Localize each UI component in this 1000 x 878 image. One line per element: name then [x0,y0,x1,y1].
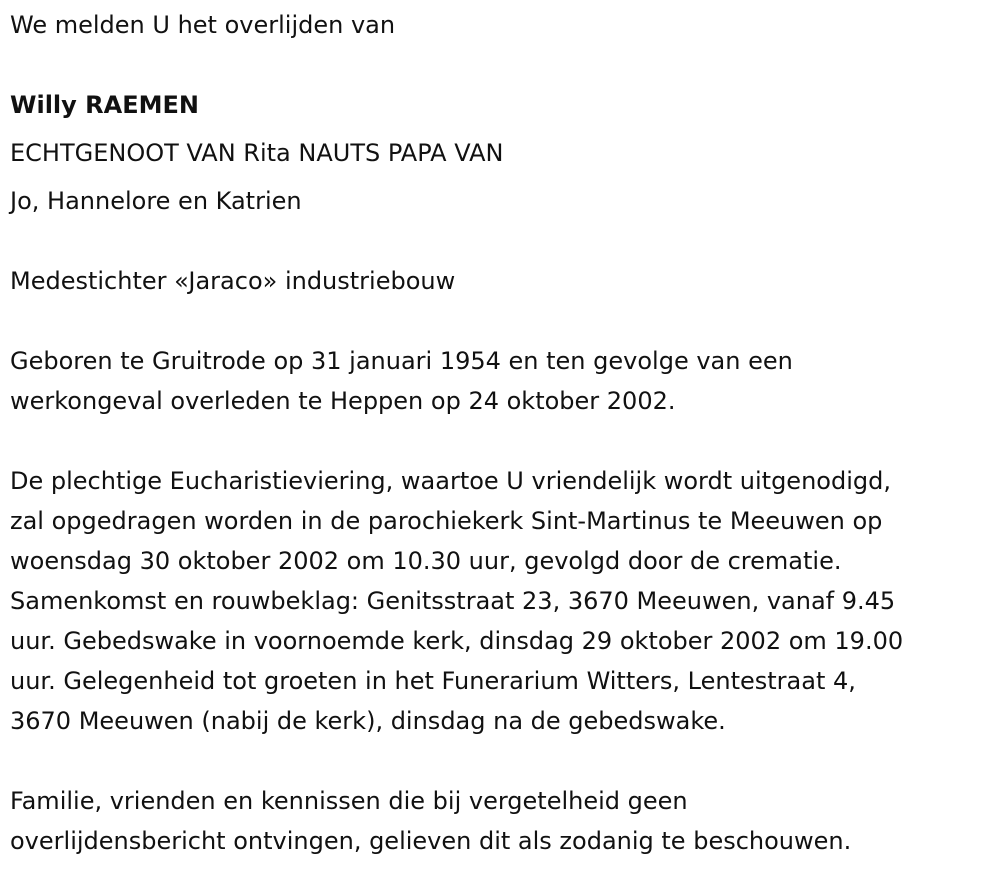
ceremony-line: De plechtige Eucharistieviering, waartoe U vriendelijk wordt uitgenodigd, [10,467,891,495]
children-line: Jo, Hannelore en Katrien [10,187,302,215]
ceremony-line: uur. Gelegenheid tot groeten in het Funerarium Witters, Lentestraat 4, [10,667,856,695]
closing-line: Familie, vrienden en kennissen die bij vergetelheid geen [10,787,688,815]
birth-death-line: werkongeval overleden te Heppen op 24 oktober 2002. [10,387,676,415]
ceremony-line: 3670 Meeuwen (nabij de kerk), dinsdag na de gebedswake. [10,707,726,735]
ceremony-line: zal opgedragen worden in de parochiekerk Sint-Martinus te Meeuwen op [10,507,883,535]
birth-death-line: Geboren te Gruitrode op 31 januari 1954 en ten gevolge van een [10,347,793,375]
occupation-line: Medestichter «Jaraco» industriebouw [10,267,456,295]
deceased-name: Willy RAEMEN [10,91,199,119]
spouse-line: ECHTGENOOT VAN Rita NAUTS PAPA VAN [10,139,504,167]
intro-text: We melden U het overlijden van [10,11,396,39]
ceremony-line: Samenkomst en rouwbeklag: Genitsstraat 23, 3670 Meeuwen, vanaf 9.45 [10,587,896,615]
closing-line: overlijdensbericht ontvingen, gelieven dit als zodanig te beschouwen. [10,827,852,855]
ceremony-line: woensdag 30 oktober 2002 om 10.30 uur, gevolgd door de crematie. [10,547,842,575]
ceremony-line: uur. Gebedswake in voornoemde kerk, dinsdag 29 oktober 2002 om 19.00 [10,627,904,655]
